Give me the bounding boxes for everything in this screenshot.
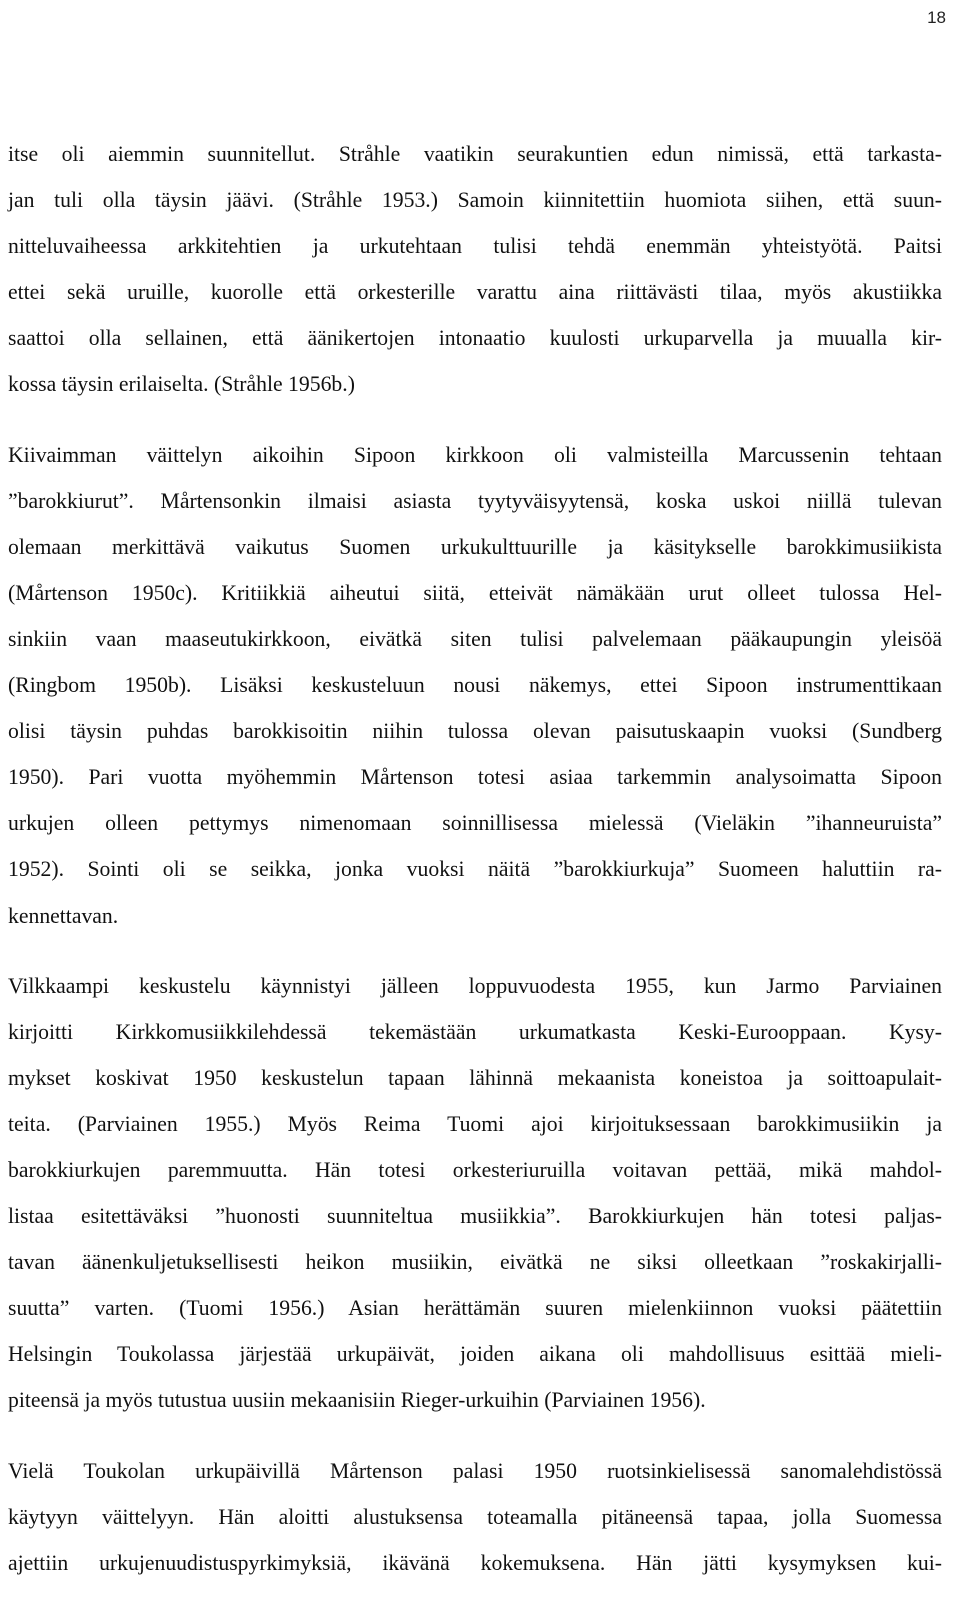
text-line: listaa esitettäväksi ”huonosti suunniteltua musiikkia”. Barokkiurkujen hän totesi paljas- bbox=[8, 1204, 942, 1229]
text-line: sinkiin vaan maaseutukirkkoon, eivätkä siten tulisi palvelemaan pääkaupungin yleisöä bbox=[8, 626, 942, 651]
text-line: kirjoitti Kirkkomusiikkilehdessä tekemästään urkumatkasta Keski-Eurooppaan. Kysy- bbox=[8, 1019, 942, 1044]
text-line: Vielä Toukolan urkupäivillä Mårtenson palasi 1950 ruotsinkielisessä sanomalehdistössä bbox=[8, 1458, 942, 1483]
text-line: suutta” varten. (Tuomi 1956.) Asian herättämän suuren mielenkiinnon vuoksi päätettiin bbox=[8, 1296, 942, 1321]
text-line: olemaan merkittävä vaikutus Suomen urkukulttuurille ja käsitykselle barokkimusiikista bbox=[8, 534, 942, 559]
text-line: Vilkkaampi keskustelu käynnistyi jälleen loppuvuodesta 1955, kun Jarmo Parviainen bbox=[8, 973, 942, 998]
text-line: olisi täysin puhdas barokkisoitin niihin tulossa olevan paisutuskaapin vuoksi (Sundberg bbox=[8, 719, 942, 744]
text-line: jan tuli olla täysin jäävi. (Stråhle 1953.) Samoin kiinnitettiin huomiota siihen, että suun- bbox=[8, 188, 942, 213]
text-line: ”barokkiurut”. Mårtensonkin ilmaisi asiasta tyytyväisyytensä, koska uskoi niillä tulevan bbox=[8, 488, 942, 513]
text-line: ettei sekä uruille, kuorolle että orkesterille varattu aina riittävästi tilaa, myös akustiikka bbox=[8, 280, 942, 305]
text-line: nitteluvaiheessa arkkitehtien ja urkutehtaan tulisi tehdä enemmän yhteistyötä. Paitsi bbox=[8, 234, 942, 259]
text-line: käytyyn väittelyyn. Hän aloitti alustuksensa toteamalla pitäneensä tapaa, jolla Suomessa bbox=[8, 1504, 942, 1529]
text-line: 1950). Pari vuotta myöhemmin Mårtenson totesi asiaa tarkemmin analysoimatta Sipoon bbox=[8, 765, 942, 790]
text-line: tavan äänenkuljetuksellisesti heikon musiikin, eivätkä ne siksi olleetkaan ”roskakirjalli- bbox=[8, 1250, 942, 1275]
text-line: 1952). Sointi oli se seikka, jonka vuoksi näitä ”barokkiurkuja” Suomeen haluttiin ra- bbox=[8, 857, 942, 882]
paragraph-4 bbox=[8, 1448, 942, 1586]
text-line: barokkiurkujen paremmuutta. Hän totesi orkesteriuruilla voitavan pettää, mikä mahdol- bbox=[8, 1157, 942, 1182]
text-line: (Mårtenson 1950c). Kritiikkiä aiheutui siitä, etteivät nämäkään urut olleet tulossa Hel- bbox=[8, 580, 942, 605]
text-line: piteensä ja myös tutustua uusiin mekaanisiin Rieger-urkuihin (Parviainen 1956). bbox=[8, 1388, 706, 1413]
text-line: Helsingin Toukolassa järjestää urkupäivät, joiden aikana oli mahdollisuus esittää mieli- bbox=[8, 1342, 942, 1367]
text-line: itse oli aiemmin suunnitellut. Stråhle vaatikin seurakuntien edun nimissä, että tarkasta- bbox=[8, 142, 942, 166]
paragraph-3 bbox=[8, 963, 942, 1424]
text-line: teita. (Parviainen 1955.) Myös Reima Tuomi ajoi kirjoituksessaan barokkimusiikin ja bbox=[8, 1111, 942, 1136]
text-line: mykset koskivat 1950 keskustelun tapaan lähinnä mekaanista koneistoa ja soittoapulait- bbox=[8, 1065, 942, 1090]
page-number: 18 bbox=[927, 8, 946, 27]
text-line: saattoi olla sellainen, että äänikertojen intonaatio kuulosti urkuparvella ja muualla kir- bbox=[8, 326, 942, 351]
body-text bbox=[8, 131, 942, 1586]
text-line: (Ringbom 1950b). Lisäksi keskusteluun nousi näkemys, ettei Sipoon instrumenttikaan bbox=[8, 673, 942, 698]
text-line: kennettavan. bbox=[8, 903, 119, 928]
text-line: kossa täysin erilaiselta. (Stråhle 1956b.) bbox=[8, 372, 355, 397]
text-line: ajettiin urkujenuudistuspyrkimyksiä, ikävänä kokemuksena. Hän jätti kysymyksen kui- bbox=[8, 1550, 942, 1575]
paragraph-1 bbox=[8, 131, 942, 408]
text-line: Kiivaimman väittelyn aikoihin Sipoon kirkkoon oli valmisteilla Marcussenin tehtaan bbox=[8, 442, 942, 467]
paragraph-2 bbox=[8, 432, 942, 939]
text-line: urkujen olleen pettymys nimenomaan soinnillisessa mielessä (Vieläkin ”ihanneuruista” bbox=[8, 811, 942, 836]
